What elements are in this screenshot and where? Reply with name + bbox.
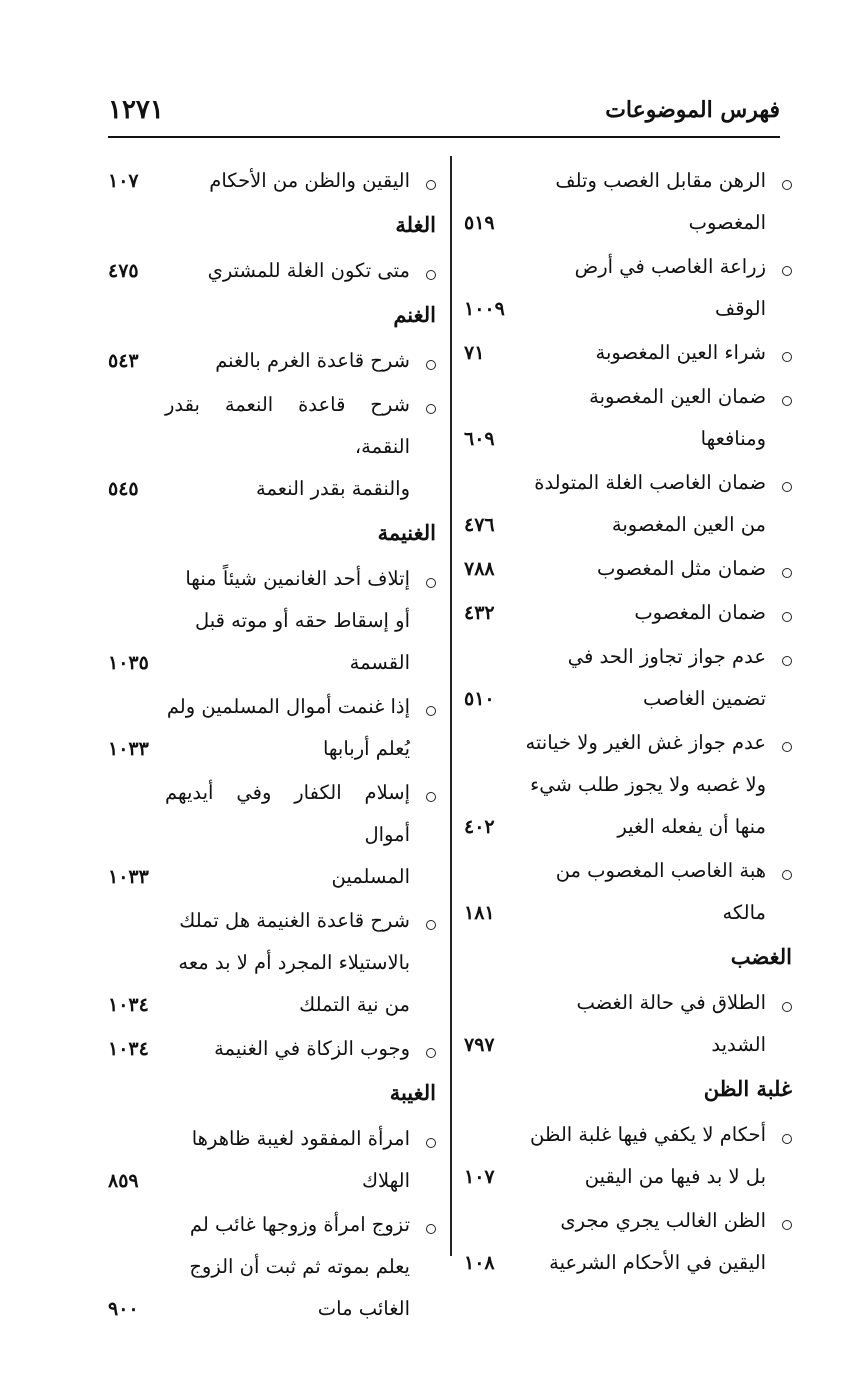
entry-topic: وجوب الزكاة في الغنيمة	[214, 1037, 410, 1060]
index-entry	[464, 592, 792, 636]
entry-page-number: ١٠٧	[464, 1166, 495, 1188]
index-entry	[464, 160, 792, 246]
entry-page-number: ٦٠٩	[464, 428, 495, 450]
section-heading: الغنم	[393, 302, 436, 327]
section-heading: غلبة الظن	[703, 1076, 792, 1101]
index-entry	[108, 340, 436, 384]
entry-topic: إسلام الكفار وفي أيديهم أموال المسلمين	[165, 781, 410, 888]
entry-page-number: ٥٤٣	[108, 350, 139, 372]
page-number: ١٢٧١	[108, 95, 164, 125]
bullet-circle-icon	[426, 920, 436, 930]
entry-page-number: ١٠٣٤	[108, 994, 149, 1016]
entry-topic: اليقين والظن من الأحكام	[209, 169, 410, 192]
bullet-circle-icon	[782, 396, 792, 406]
bullet-circle-icon	[782, 1220, 792, 1230]
entry-page-number: ١٠٣٤	[108, 1038, 149, 1060]
entry-topic: ضمان المغصوب	[634, 601, 766, 624]
index-entry	[108, 558, 436, 686]
bullet-circle-icon	[426, 360, 436, 370]
index-entry	[464, 850, 792, 936]
bullet-circle-icon	[782, 1134, 792, 1144]
bullet-circle-icon	[782, 352, 792, 362]
index-entry	[108, 250, 436, 294]
bullet-circle-icon	[782, 482, 792, 492]
index-entry	[464, 982, 792, 1068]
index-entry	[108, 160, 436, 204]
entry-topic: ضمان العين المغصوبة ومنافعها	[589, 385, 766, 450]
entry-page-number: ٥١٩	[464, 212, 495, 234]
entry-topic: ضمان مثل المغصوب	[597, 557, 766, 580]
entry-topic: الطلاق في حالة الغضب الشديد	[576, 991, 766, 1056]
entry-page-number: ١٠٧	[108, 170, 139, 192]
index-entry	[464, 462, 792, 548]
index-entry	[464, 722, 792, 850]
index-entry	[108, 384, 436, 512]
entry-page-number: ٧٩٧	[464, 1034, 495, 1056]
entry-page-number: ٧٨٨	[464, 558, 495, 580]
index-entry	[108, 1118, 436, 1204]
bullet-circle-icon	[782, 1002, 792, 1012]
entry-topic: الظن الغالب يجري مجرى اليقين في الأحكام الشرعية	[549, 1209, 766, 1274]
section-heading: الغنيمة	[377, 520, 436, 545]
header-rule	[108, 136, 780, 138]
bullet-circle-icon	[782, 870, 792, 880]
entry-topic: هبة الغاصب المغصوب من مالكه	[555, 859, 766, 924]
entry-page-number: ١٠٣٣	[108, 866, 149, 888]
entry-page-number: ١٠٣٣	[108, 738, 149, 760]
entry-topic: زراعة الغاصب في أرض الوقف	[574, 255, 766, 320]
entry-topic: أحكام لا يكفي فيها غلبة الظن بل لا بد فيها من اليقين	[529, 1123, 766, 1188]
bullet-circle-icon	[426, 404, 436, 414]
entry-page-number: ١٨١	[464, 902, 495, 924]
entry-topic: شرح قاعدة النعمة بقدر النقمة، والنقمة بقدر النعمة	[165, 393, 410, 500]
entry-page-number: ٧١	[464, 342, 485, 364]
entry-page-number: ٩٠٠	[108, 1298, 139, 1320]
bullet-circle-icon	[426, 706, 436, 716]
bullet-circle-icon	[426, 1224, 436, 1234]
bullet-circle-icon	[782, 180, 792, 190]
entry-topic: متى تكون الغلة للمشتري	[207, 259, 410, 282]
entry-page-number: ١٠٠٩	[464, 298, 505, 320]
section-heading: الغيبة	[389, 1080, 436, 1105]
index-entry	[464, 1114, 792, 1200]
section-heading: الغلة	[395, 212, 436, 237]
left-column	[108, 160, 436, 1332]
entry-topic: عدم جواز غش الغير ولا خيانته ولا غصبه ولا يجوز طلب شيء منها أن يفعله الغير	[525, 731, 766, 838]
bullet-circle-icon	[426, 180, 436, 190]
entry-topic: إذا غنمت أموال المسلمين ولم يُعلم أربابها	[166, 695, 410, 760]
entry-page-number: ١٠٣٥	[108, 652, 149, 674]
index-entry	[464, 1200, 792, 1286]
page-header	[108, 88, 780, 132]
bullet-circle-icon	[426, 792, 436, 802]
entry-page-number: ٥٤٥	[108, 478, 139, 500]
index-entry	[108, 1204, 436, 1332]
entry-page-number: ١٠٨	[464, 1252, 495, 1274]
bullet-circle-icon	[426, 1048, 436, 1058]
bullet-circle-icon	[782, 568, 792, 578]
index-entry	[108, 772, 436, 900]
entry-page-number: ٤٧٦	[464, 514, 495, 536]
entry-topic: شراء العين المغصوبة	[595, 341, 766, 364]
entry-topic: ضمان الغاصب الغلة المتولدة من العين المغصوبة	[534, 471, 766, 536]
entry-topic: شرح قاعدة الغنيمة هل تملك بالاستيلاء المجرد أم لا بد معه من نية التملك	[178, 909, 410, 1016]
bullet-circle-icon	[426, 578, 436, 588]
index-entry	[464, 548, 792, 592]
bullet-circle-icon	[782, 742, 792, 752]
right-column	[464, 160, 792, 1286]
index-entry	[464, 332, 792, 376]
entry-topic: إتلاف أحد الغانمين شيئاً منها أو إسقاط حقه أو موته قبل القسمة	[185, 567, 410, 674]
entry-page-number: ٥١٠	[464, 688, 495, 710]
running-title: فهرس الموضوعات	[605, 97, 780, 123]
index-entry	[464, 376, 792, 462]
entry-page-number: ٤٧٥	[108, 260, 139, 282]
bullet-circle-icon	[782, 266, 792, 276]
entry-page-number: ٤٠٢	[464, 816, 495, 838]
entry-topic: امرأة المفقود لغيبة ظاهرها الهلاك	[191, 1127, 410, 1192]
entry-topic: عدم جواز تجاوز الحد في تضمين الغاصب	[567, 645, 766, 710]
column-divider	[450, 156, 452, 1256]
bullet-circle-icon	[782, 656, 792, 666]
entry-page-number: ٤٣٢	[464, 602, 495, 624]
entry-topic: تزوج امرأة وزوجها غائب لم يعلم بموته ثم ثبت أن الزوج الغائب مات	[189, 1213, 410, 1320]
bullet-circle-icon	[426, 270, 436, 280]
index-entry	[464, 246, 792, 332]
index-entry	[108, 686, 436, 772]
entry-topic: الرهن مقابل الغصب وتلف المغصوب	[555, 169, 766, 234]
index-entry	[108, 900, 436, 1028]
bullet-circle-icon	[782, 612, 792, 622]
entry-topic: شرح قاعدة الغرم بالغنم	[215, 349, 410, 372]
entry-page-number: ٨٥٩	[108, 1170, 139, 1192]
index-entry	[464, 636, 792, 722]
index-entry	[108, 1028, 436, 1072]
section-heading: الغضب	[730, 944, 792, 969]
bullet-circle-icon	[426, 1138, 436, 1148]
